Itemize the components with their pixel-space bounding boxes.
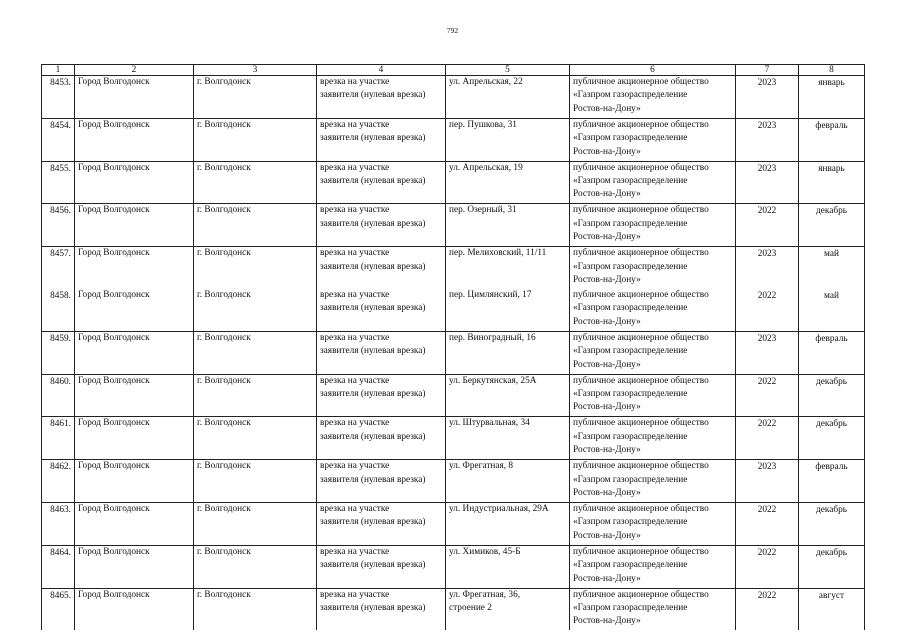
table-row xyxy=(42,118,865,161)
connection-type-line: врезка на участке xyxy=(320,77,390,87)
table-row xyxy=(42,161,865,204)
district-cell: Город Волгодонск xyxy=(75,545,194,588)
connection-type-cell xyxy=(317,331,446,374)
connection-type-line: врезка на участке xyxy=(320,162,390,173)
organization-line: публичное акционерное общество xyxy=(573,332,709,343)
month-cell: май xyxy=(799,247,865,289)
district-cell: Город Волгодонск xyxy=(75,76,194,119)
connection-type-cell xyxy=(317,118,446,161)
organization-cell xyxy=(570,204,736,247)
address-line: ул. Апрельская, 19 xyxy=(449,162,523,173)
year-cell: 2023 xyxy=(736,118,799,161)
month-cell: январь xyxy=(799,161,865,204)
organization-line: «Газпром газораспределение xyxy=(573,346,688,357)
organization-line: публичное акционерное общество xyxy=(573,503,709,514)
column-header-1: 1 xyxy=(42,65,75,76)
address-line: ул. Химиков, 45-Б xyxy=(449,546,521,557)
district-cell: Город Волгодонск xyxy=(75,247,194,289)
row-number: 8463. xyxy=(42,502,75,545)
organization-line: «Газпром газораспределение xyxy=(573,517,688,528)
address-line: ул. Беркутянская, 25А xyxy=(449,375,537,386)
row-number: 8453. xyxy=(42,76,75,119)
connection-type-line: заявителя (нулевая врезка) xyxy=(320,560,426,571)
row-number: 8460. xyxy=(42,374,75,417)
organization-line: «Газпром газораспределение xyxy=(573,176,688,186)
district-cell: Город Волгодонск xyxy=(75,118,194,161)
month-cell: декабрь xyxy=(799,204,865,247)
row-number: 8461. xyxy=(42,417,75,460)
organization-line: публичное акционерное общество xyxy=(573,162,709,173)
table-row xyxy=(42,460,865,503)
address-cell xyxy=(446,460,570,503)
connection-type-cell xyxy=(317,374,446,417)
settlement-cell: г. Волгодонск xyxy=(194,502,317,545)
address-line: ул. Фрегатная, 36, xyxy=(449,589,521,600)
settlement-cell: г. Волгодонск xyxy=(194,588,317,630)
month-cell: май xyxy=(799,289,865,331)
connection-type-line: заявителя (нулевая врезка) xyxy=(320,474,426,485)
organization-line: Ростов-на-Дону» xyxy=(573,103,641,114)
row-number: 8464. xyxy=(42,545,75,588)
district-cell: Город Волгодонск xyxy=(75,204,194,247)
connection-type-line: врезка на участке xyxy=(320,332,390,343)
address-line: пер. Цимлянский, 17 xyxy=(449,289,532,300)
settlement-cell: г. Волгодонск xyxy=(194,417,317,460)
connection-type-line: врезка на участке xyxy=(320,248,390,259)
table-row xyxy=(42,331,865,374)
connection-type-cell xyxy=(317,289,446,331)
table-row xyxy=(42,417,865,460)
organization-line: «Газпром газораспределение xyxy=(573,218,688,229)
organization-line: Ростов-на-Дону» xyxy=(573,402,641,413)
organization-line: Ростов-на-Дону» xyxy=(573,232,641,243)
month-cell: декабрь xyxy=(799,545,865,588)
column-header-3: 3 xyxy=(194,65,317,76)
connection-type-line: врезка на участке xyxy=(320,205,390,216)
table-row xyxy=(42,76,865,119)
connection-type-cell xyxy=(317,460,446,503)
connection-type-line: врезка на участке xyxy=(320,375,390,386)
address-cell xyxy=(446,545,570,588)
connection-type-cell xyxy=(317,76,446,119)
settlement-cell: г. Волгодонск xyxy=(194,76,317,119)
organization-line: «Газпром газораспределение xyxy=(573,388,688,399)
column-header-2: 2 xyxy=(75,65,194,76)
district-cell: Город Волгодонск xyxy=(75,289,194,331)
year-cell: 2023 xyxy=(736,460,799,503)
page-number: 792 xyxy=(446,26,459,35)
row-number: 8455. xyxy=(42,161,75,204)
organization-line: публичное акционерное общество xyxy=(573,461,709,472)
organization-line: Ростов-на-Дону» xyxy=(573,359,641,370)
connection-type-line: врезка на участке xyxy=(320,461,390,472)
organization-line: «Газпром газораспределение xyxy=(573,261,688,272)
address-cell xyxy=(446,161,570,204)
organization-line: «Газпром газораспределение xyxy=(573,560,688,571)
connection-type-line: врезка на участке xyxy=(320,289,390,300)
connection-type-cell xyxy=(317,502,446,545)
table-row xyxy=(42,588,865,630)
organization-cell xyxy=(570,417,736,460)
organization-line: публичное акционерное общество xyxy=(573,248,709,259)
connection-type-cell xyxy=(317,588,446,630)
connection-type-cell xyxy=(317,161,446,204)
address-line: пер. Пушкова, 31 xyxy=(449,119,517,130)
district-cell: Город Волгодонск xyxy=(75,460,194,503)
table-row xyxy=(42,204,865,247)
month-cell: декабрь xyxy=(799,502,865,545)
table-row xyxy=(42,374,865,417)
address-line: ул. Индустриальная, 29А xyxy=(449,503,549,514)
table-row xyxy=(42,545,865,588)
row-number: 8459. xyxy=(42,331,75,374)
district-cell: Город Волгодонск xyxy=(75,374,194,417)
row-number: 8457. xyxy=(42,247,75,289)
column-header-5: 5 xyxy=(446,65,570,76)
row-number: 8456. xyxy=(42,204,75,247)
organization-cell xyxy=(570,289,736,331)
organization-cell xyxy=(570,374,736,417)
settlement-cell: г. Волгодонск xyxy=(194,545,317,588)
year-cell: 2022 xyxy=(736,502,799,545)
settlement-cell: г. Волгодонск xyxy=(194,204,317,247)
organization-cell xyxy=(570,460,736,503)
organization-line: публичное акционерное общество xyxy=(573,546,709,557)
organization-line: «Газпром газораспределение xyxy=(573,90,688,101)
address-cell xyxy=(446,588,570,630)
column-header-4: 4 xyxy=(317,65,446,76)
connection-type-cell xyxy=(317,247,446,289)
row-number: 8462. xyxy=(42,460,75,503)
column-header-6: 6 xyxy=(570,65,736,76)
connection-type-cell xyxy=(317,204,446,247)
organization-cell xyxy=(570,247,736,289)
organization-line: «Газпром газораспределение xyxy=(573,602,688,613)
connection-type-line: заявителя (нулевая врезка) xyxy=(320,388,426,399)
row-number: 8465. xyxy=(42,588,75,630)
district-cell: Город Волгодонск xyxy=(75,331,194,374)
connection-type-line: заявителя (нулевая врезка) xyxy=(320,602,426,613)
connection-type-line: врезка на участке xyxy=(320,119,390,130)
year-cell: 2022 xyxy=(736,204,799,247)
connection-type-line: врезка на участке xyxy=(320,418,390,429)
address-line: ул. Апрельская, 22 xyxy=(449,77,523,87)
year-cell: 2023 xyxy=(736,247,799,289)
month-cell: февраль xyxy=(799,118,865,161)
table-body xyxy=(42,76,865,630)
address-line: пер. Виноградный, 16 xyxy=(449,332,536,343)
settlement-cell: г. Волгодонск xyxy=(194,289,317,331)
connection-type-line: врезка на участке xyxy=(320,503,390,514)
column-header-8: 8 xyxy=(799,65,865,76)
organization-line: публичное акционерное общество xyxy=(573,589,709,600)
address-line: ул. Фрегатная, 8 xyxy=(449,461,514,472)
organization-line: публичное акционерное общество xyxy=(573,418,709,429)
organization-cell xyxy=(570,331,736,374)
district-cell: Город Волгодонск xyxy=(75,161,194,204)
connection-type-line: заявителя (нулевая врезка) xyxy=(320,176,426,186)
organization-cell xyxy=(570,161,736,204)
data-table xyxy=(41,64,865,630)
connection-type-cell xyxy=(317,545,446,588)
connection-type-line: заявителя (нулевая врезка) xyxy=(320,218,426,229)
organization-line: Ростов-на-Дону» xyxy=(573,445,641,456)
table-row xyxy=(42,247,865,289)
address-line: пер. Мелиховский, 11/11 xyxy=(449,248,547,259)
organization-line: публичное акционерное общество xyxy=(573,205,709,216)
connection-type-line: заявителя (нулевая врезка) xyxy=(320,133,426,144)
connection-type-line: заявителя (нулевая врезка) xyxy=(320,346,426,357)
year-cell: 2023 xyxy=(736,161,799,204)
organization-cell xyxy=(570,545,736,588)
organization-line: Ростов-на-Дону» xyxy=(573,275,641,285)
address-line: пер. Озерный, 31 xyxy=(449,205,517,216)
year-cell: 2023 xyxy=(736,331,799,374)
organization-line: публичное акционерное общество xyxy=(573,289,709,300)
settlement-cell: г. Волгодонск xyxy=(194,161,317,204)
organization-line: Ростов-на-Дону» xyxy=(573,487,641,498)
address-cell xyxy=(446,289,570,331)
year-cell: 2023 xyxy=(736,76,799,119)
month-cell: февраль xyxy=(799,460,865,503)
organization-line: Ростов-на-Дону» xyxy=(573,146,641,157)
address-cell xyxy=(446,417,570,460)
address-line: ул. Штурвальная, 34 xyxy=(449,418,530,429)
address-cell xyxy=(446,374,570,417)
address-cell xyxy=(446,331,570,374)
connection-type-line: врезка на участке xyxy=(320,546,390,557)
column-header-7: 7 xyxy=(736,65,799,76)
address-line: строение 2 xyxy=(449,602,492,613)
organization-line: «Газпром газораспределение xyxy=(573,474,688,485)
settlement-cell: г. Волгодонск xyxy=(194,331,317,374)
settlement-cell: г. Волгодонск xyxy=(194,374,317,417)
connection-type-cell xyxy=(317,417,446,460)
connection-type-line: врезка на участке xyxy=(320,589,390,600)
connection-type-line: заявителя (нулевая врезка) xyxy=(320,261,426,272)
district-cell: Город Волгодонск xyxy=(75,502,194,545)
district-cell: Город Волгодонск xyxy=(75,417,194,460)
settlement-cell: г. Волгодонск xyxy=(194,118,317,161)
month-cell: декабрь xyxy=(799,417,865,460)
connection-type-line: заявителя (нулевая врезка) xyxy=(320,90,426,101)
organization-cell xyxy=(570,502,736,545)
address-cell xyxy=(446,76,570,119)
organization-line: Ростов-на-Дону» xyxy=(573,189,641,200)
address-cell xyxy=(446,247,570,289)
organization-line: «Газпром газораспределение xyxy=(573,133,688,144)
month-cell: август xyxy=(799,588,865,630)
table-row xyxy=(42,289,865,331)
organization-line: «Газпром газораспределение xyxy=(573,303,688,314)
organization-line: публичное акционерное общество xyxy=(573,77,709,87)
row-number: 8458. xyxy=(42,289,75,331)
organization-line: «Газпром газораспределение xyxy=(573,431,688,442)
organization-line: Ростов-на-Дону» xyxy=(573,316,641,327)
connection-type-line: заявителя (нулевая врезка) xyxy=(320,303,426,314)
month-cell: декабрь xyxy=(799,374,865,417)
month-cell: февраль xyxy=(799,331,865,374)
district-cell: Город Волгодонск xyxy=(75,588,194,630)
connection-type-line: заявителя (нулевая врезка) xyxy=(320,517,426,528)
year-cell: 2022 xyxy=(736,588,799,630)
organization-line: публичное акционерное общество xyxy=(573,375,709,386)
organization-line: публичное акционерное общество xyxy=(573,119,709,130)
organization-line: Ростов-на-Дону» xyxy=(573,616,641,627)
connection-type-line: заявителя (нулевая врезка) xyxy=(320,431,426,442)
year-cell: 2022 xyxy=(736,417,799,460)
organization-cell xyxy=(570,118,736,161)
month-cell: январь xyxy=(799,76,865,119)
year-cell: 2022 xyxy=(736,374,799,417)
settlement-cell: г. Волгодонск xyxy=(194,460,317,503)
address-cell xyxy=(446,118,570,161)
row-number: 8454. xyxy=(42,118,75,161)
year-cell: 2022 xyxy=(736,545,799,588)
organization-line: Ростов-на-Дону» xyxy=(573,573,641,584)
address-cell xyxy=(446,204,570,247)
year-cell: 2022 xyxy=(736,289,799,331)
organization-cell xyxy=(570,76,736,119)
address-cell xyxy=(446,502,570,545)
organization-cell xyxy=(570,588,736,630)
settlement-cell: г. Волгодонск xyxy=(194,247,317,289)
header-row xyxy=(42,65,865,76)
table-row xyxy=(42,502,865,545)
organization-line: Ростов-на-Дону» xyxy=(573,530,641,541)
